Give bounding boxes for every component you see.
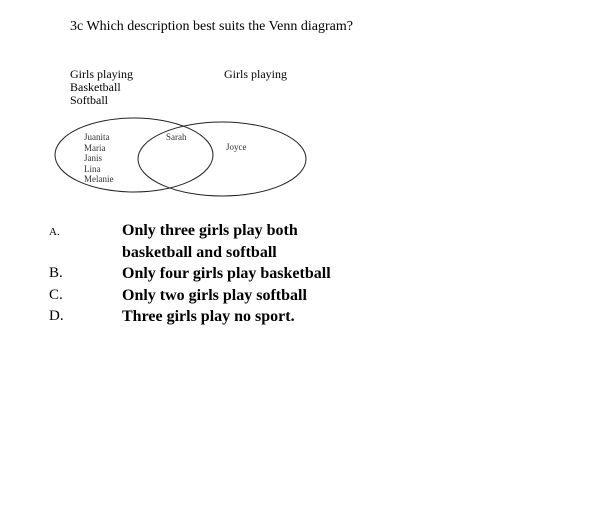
intersection-names [166,132,187,143]
option-c-letter: C. [49,287,63,303]
option-b-letter: B. [49,265,63,281]
right-only-names [226,142,247,153]
option-a-line: Only three girls play both [122,222,298,239]
member-name: Janis [84,153,102,163]
right-set-label: Girls playing [224,67,287,81]
member-name: Sarah [166,132,187,142]
member-name: Melanie [84,174,114,184]
option-d-text[interactable]: Three girls play no sport. [122,308,295,325]
option-d-letter: D. [49,308,64,324]
option-b-text[interactable]: Only four girls play basketball [122,265,331,282]
member-name: Lina [84,163,101,174]
question-text: 3c Which description best suits the Venn diagram? [70,19,353,34]
member-name: Joyce [226,142,247,152]
left-only-names [84,132,114,185]
option-a-text[interactable] [122,220,422,263]
left-set-label-line: Basketball [70,80,121,94]
option-c-text[interactable]: Only two girls play softball [122,287,307,304]
left-set-circle [55,118,213,192]
option-a-letter: A. [49,226,60,238]
left-set-label-line: Softball [70,93,108,104]
member-name: Maria [84,142,106,153]
right-set-circle [138,122,306,196]
member-name: Juanita [84,132,110,142]
left-set-label-line: Girls playing [70,68,133,81]
option-a-line: basketball and softball [122,243,277,261]
